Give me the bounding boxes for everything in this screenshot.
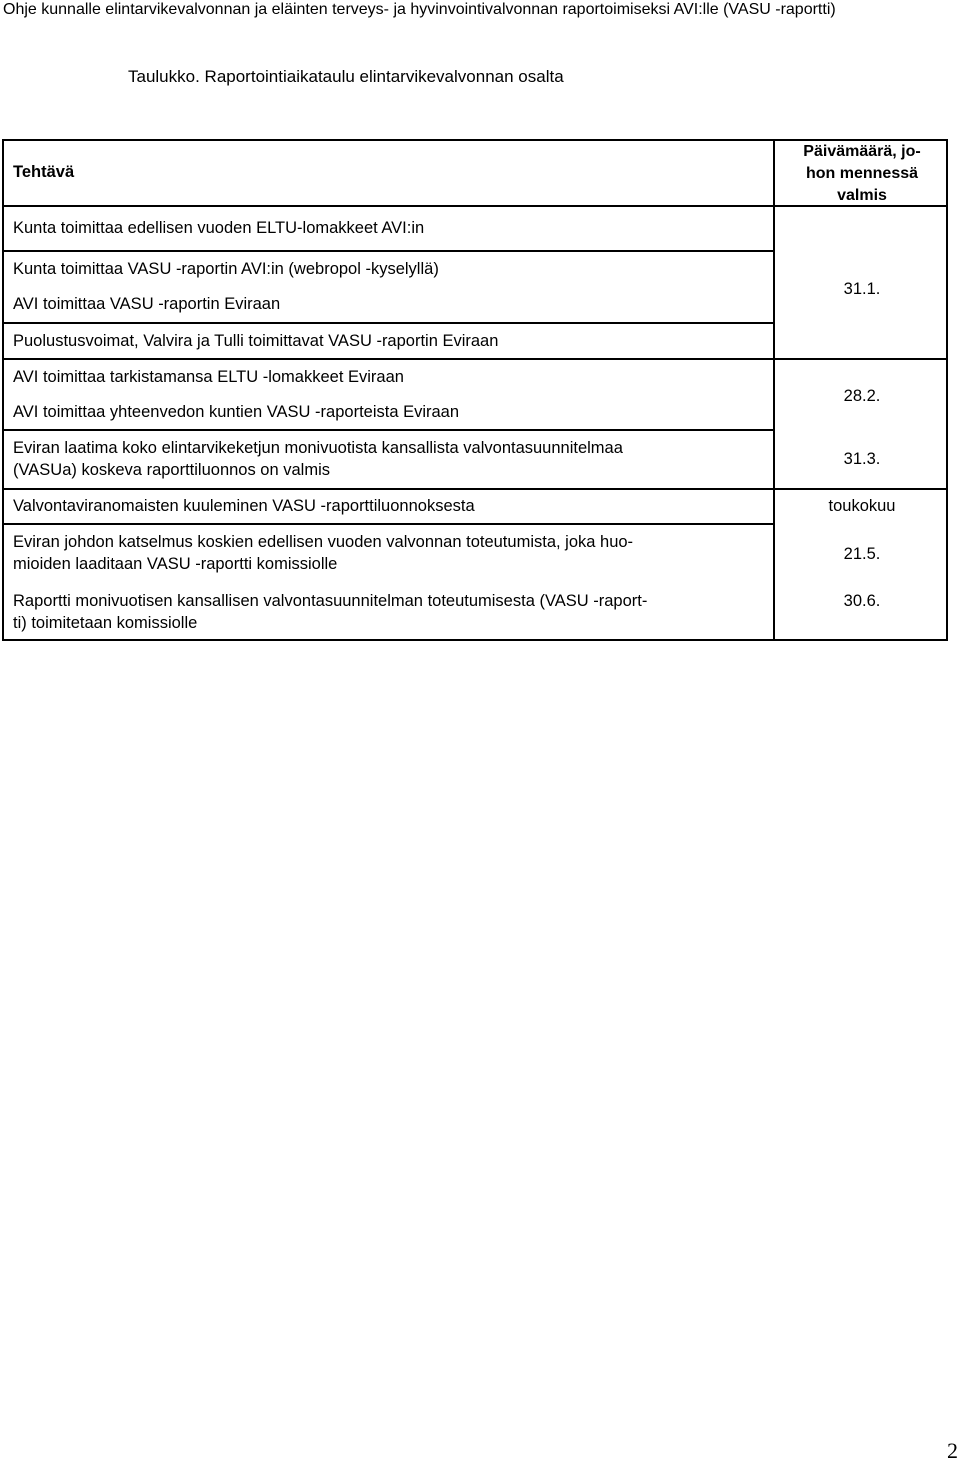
running-header: Ohje kunnalle elintarvikevalvonnan ja eläinten terveys- ja hyvinvointivalvonnan raportoimiseksi AVI:lle (VASU -raportti) [3,1,836,18]
date-cell: 30.6. [843,592,881,610]
header-task: Tehtävä [13,163,75,181]
row-divider [2,488,948,490]
table-border-bottom [2,639,948,641]
task-cell: Valvontaviranomaisten kuuleminen VASU -raporttiluonnoksesta [13,497,475,515]
table-caption: Taulukko. Raportointiaikataulu elintarvikevalvonnan osalta [128,67,564,86]
task-cell: Raportti monivuotisen kansallisen valvontasuunnitelman toteutumisesta (VASU -raport- [13,592,648,610]
row-divider [2,250,773,252]
date-cell: 21.5. [843,545,881,563]
table-border-right [946,139,948,641]
header-date-line: Päivämäärä, jo- [803,143,921,160]
task-cell: mioiden laaditaan VASU -raportti komissiolle [13,555,338,573]
task-cell: Kunta toimittaa VASU -raportin AVI:in (webropol -kyselyllä) [13,260,439,278]
row-divider [2,429,773,431]
task-cell: AVI toimittaa tarkistamansa ELTU -lomakkeet Eviraan [13,368,404,386]
task-cell: Eviran laatima koko elintarvikeketjun monivuotista kansallista valvontasuunnitelmaa [13,439,623,457]
task-cell: (VASUa) koskeva raporttiluonnos on valmis [13,461,330,479]
row-divider [2,523,773,525]
date-cell: 31.3. [843,450,881,468]
date-cell: toukokuu [828,497,896,515]
row-divider [2,322,773,324]
row-divider [2,358,948,360]
task-cell: Kunta toimittaa edellisen vuoden ELTU-lomakkeet AVI:in [13,219,425,237]
table-border-left [2,139,4,641]
column-divider [773,139,775,641]
task-cell: Puolustusvoimat, Valvira ja Tulli toimittavat VASU -raportin Eviraan [13,332,499,350]
date-cell: 28.2. [843,387,881,405]
task-cell: Eviran johdon katselmus koskien edellisen vuoden valvonnan toteutumista, joka huo- [13,533,634,551]
date-cell: 31.1. [843,280,881,298]
header-date-line: valmis [837,187,887,204]
header-date-line: hon mennessä [805,165,919,182]
task-cell: ti) toimitetaan komissiolle [13,614,198,632]
schedule-table [2,139,948,641]
page-number: 2 [947,1438,958,1463]
header-date [778,141,946,207]
task-cell: AVI toimittaa yhteenvedon kuntien VASU -raporteista Eviraan [13,403,460,421]
task-cell: AVI toimittaa VASU -raportin Eviraan [13,295,281,313]
